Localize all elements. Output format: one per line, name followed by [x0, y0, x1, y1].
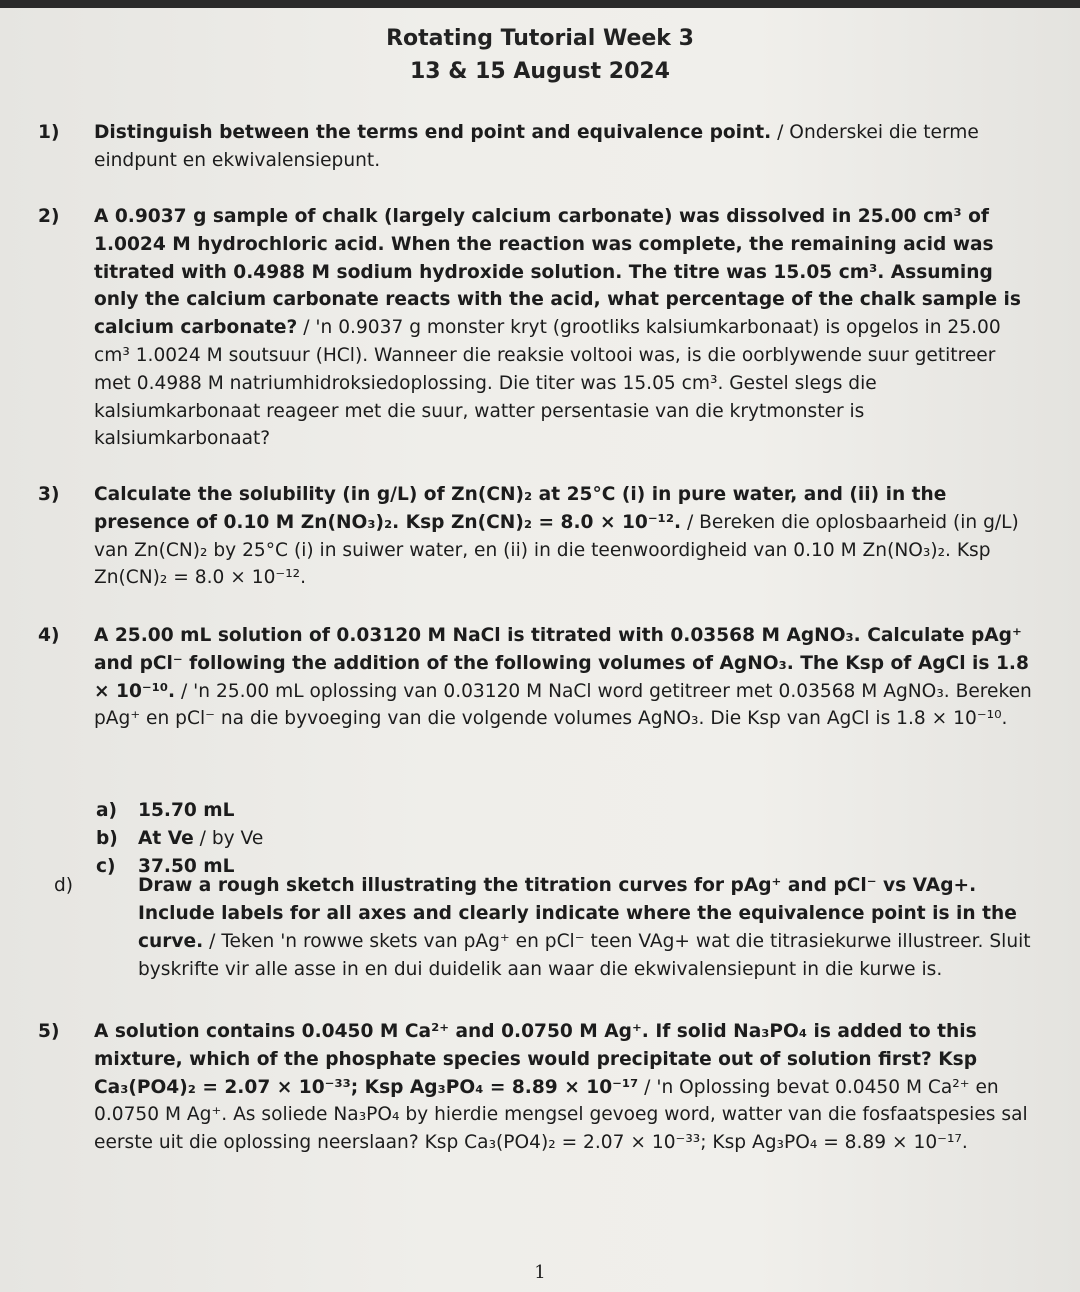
- part-label: a): [96, 800, 118, 821]
- part-text: 15.70 mL: [138, 800, 235, 821]
- question-3: [38, 481, 1034, 592]
- page-title: Rotating Tutorial Week 3: [386, 26, 694, 51]
- question-4-part-d: [54, 872, 1048, 984]
- question-text-english: Distinguish between the terms end point and equivalence point.: [94, 122, 772, 143]
- question-text-afrikaans: / Bereken die oplosbaarheid (in g/L) van Zn(CN)₂ by 25°C (i) in suiwer water, en (ii) in die teenwoordigheid van 0.10 M Zn(NO₃)₂. Ksp Zn(CN)₂ = 8.0 × 10⁻¹².: [94, 511, 1019, 589]
- part-label: d): [54, 875, 74, 896]
- screen-top-edge: [0, 0, 1080, 8]
- question-4: [38, 622, 1034, 733]
- part-label: c): [96, 856, 116, 877]
- question-text-english: Calculate the solubility (in g/L) of Zn(CN)₂ at 25°C (i) in pure water, and (ii) in the presence of 0.10 M Zn(NO₃)₂. Ksp Zn(CN)₂ = 8.0 × 10⁻¹².: [94, 484, 947, 533]
- question-number: 2): [38, 206, 60, 227]
- part-text-english: Draw a rough sketch illustrating the titration curves for pAg⁺ and pCl⁻ vs VAg+. Include labels for all axes and clearly indicate where the equivalence point is in the curve.: [138, 875, 1017, 952]
- question-5: [38, 1018, 1034, 1157]
- part-text-afrikaans: / Teken 'n rowwe skets van pAg⁺ en pCl⁻ teen VAg+ wat die titrasiekurwe illustreer. Sluit byskrifte vir alle asse in en dui duidelik aan waar die ekwivalensiepunt in die kurwe is.: [138, 931, 1031, 980]
- question-number: 1): [38, 122, 60, 143]
- question-4-part-b: [96, 825, 1006, 853]
- page-date: 13 & 15 August 2024: [410, 59, 670, 84]
- question-text-afrikaans: / Onderskei die terme eindpunt en ekwivalensiepunt.: [94, 122, 979, 171]
- question-text-afrikaans: / 'n Oplossing bevat 0.0450 M Ca²⁺ en 0.0750 M Ag⁺. As soliede Na₃PO₄ by hierdie mengsel gevoeg word, watter van die fosfaatspesies sal eerste uit die oplossing neerslaan? Ksp Ca₃(PO4)₂ = 2.07 × 10⁻³³; Ksp Ag₃PO₄ = 8.89 × 10⁻¹⁷.: [94, 1076, 1028, 1154]
- part-label: b): [96, 828, 118, 849]
- page-number: 1: [534, 1262, 546, 1283]
- question-text-english: A solution contains 0.0450 M Ca²⁺ and 0.0750 M Ag⁺. If solid Na₃PO₄ is added to this mixture, which of the phosphate species would precipitate out of solution first? Ksp Ca₃(PO4)₂ = 2.07 × 10⁻³³; Ksp Ag₃PO₄ = 8.89 × 10⁻¹⁷: [94, 1021, 978, 1098]
- part-text-english: At Ve: [138, 828, 194, 849]
- question-number: 3): [38, 484, 60, 505]
- part-text: 37.50 mL: [138, 856, 235, 877]
- question-text-afrikaans: / 'n 25.00 mL oplossing van 0.03120 M NaCl word getitreer met 0.03568 M AgNO₃. Bereken pAg⁺ en pCl⁻ na die byvoeging van die volgende volumes AgNO₃. Die Ksp van AgCl is 1.8 × 10⁻¹⁰.: [94, 680, 1032, 730]
- question-text-english: A 25.00 mL solution of 0.03120 M NaCl is titrated with 0.03568 M AgNO₃. Calculate pAg⁺ and pCl⁻ following the addition of the following volumes of AgNO₃. The Ksp of AgCl is 1.8 × 10⁻¹⁰.: [94, 625, 1029, 702]
- question-1: [38, 119, 1034, 175]
- question-4-part-a: [96, 797, 1006, 825]
- question-text-english: A 0.9037 g sample of chalk (largely calcium carbonate) was dissolved in 25.00 cm³ of 1.0024 M hydrochloric acid. When the reaction was complete, the remaining acid was titrated with 0.4988 M sodium hydroxide solution. The titre was 15.05 cm³. Assuming only the calcium carbonate reacts with the acid, what percentage of the chalk sample is calcium carbonate?: [94, 206, 1021, 339]
- question-number: 5): [38, 1021, 60, 1042]
- part-text-afrikaans: / by Ve: [193, 828, 264, 849]
- question-number: 4): [38, 625, 60, 646]
- question-2: [38, 203, 1034, 453]
- question-text-afrikaans: / 'n 0.9037 g monster kryt (grootliks kalsiumkarbonaat) is opgelos in 25.00 cm³ 1.0024 M soutsuur (HCl). Wanneer die reaksie voltooi was, is die oorblywende suur getitreer met 0.4988 M natriumhidroksiedoplossing. Die titer was 15.05 cm³. Gestel slegs die kalsiumkarbonaat reageer met die suur, watter persentasie van die krytmonster is kalsiumkarbonaat?: [94, 317, 1001, 450]
